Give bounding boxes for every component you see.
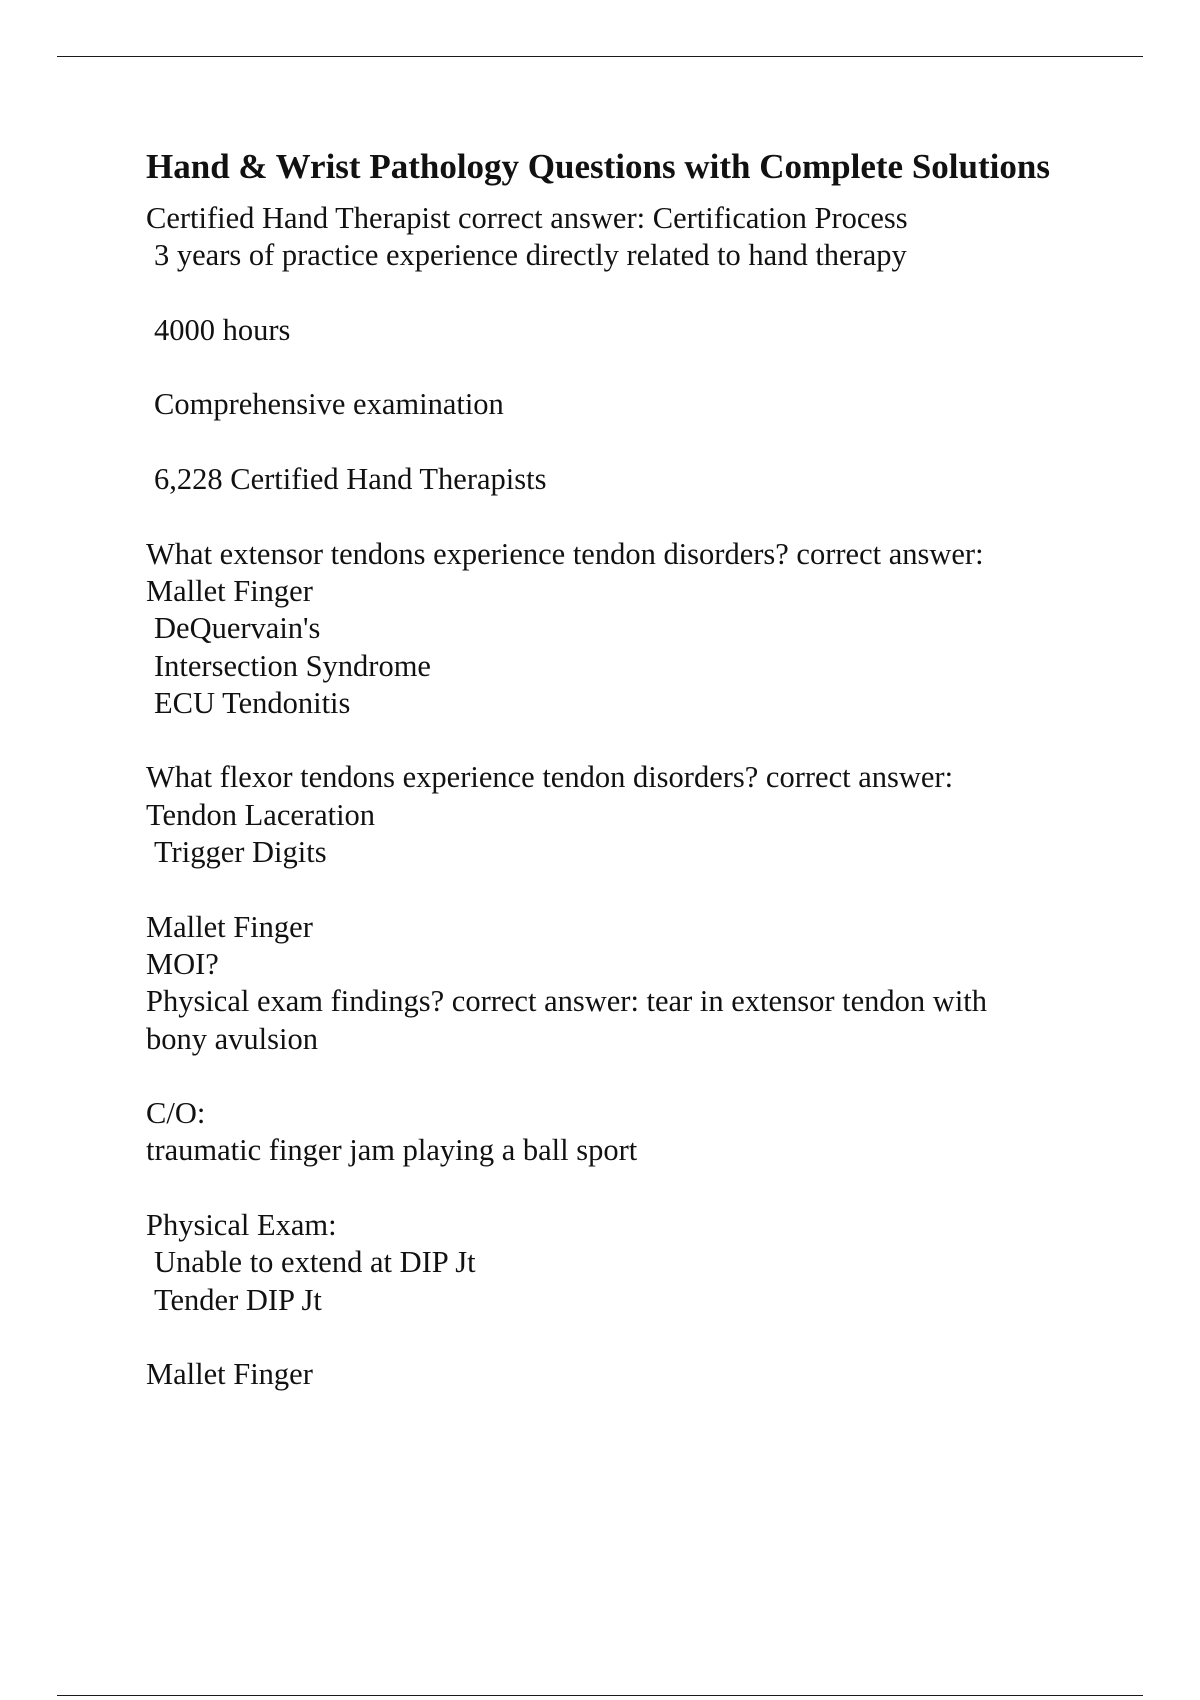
document-body <box>146 142 1106 1394</box>
text-line: 3 years of practice experience directly related to hand therapy <box>154 238 907 273</box>
footer-rule <box>57 1695 1143 1696</box>
blank-line <box>146 424 1106 461</box>
answer-line: Trigger Digits <box>154 835 327 870</box>
answer-line: DeQuervain's <box>154 611 321 646</box>
blank-line <box>146 722 1106 759</box>
text-line: Comprehensive examination <box>154 387 504 422</box>
question-line: Mallet Finger <box>146 909 313 944</box>
blank-line <box>146 1170 1106 1207</box>
text-line: 4000 hours <box>154 312 291 347</box>
text-line: 6,228 Certified Hand Therapists <box>154 462 547 497</box>
answer-line: Tendon Laceration <box>146 797 376 832</box>
blank-line <box>146 871 1106 908</box>
blank-line <box>146 349 1106 386</box>
answer-line: ECU Tendonitis <box>154 685 351 720</box>
question-line: What flexor tendons experience tendon disorders? correct answer: <box>146 760 954 795</box>
blank-line <box>146 275 1106 312</box>
question-line: What extensor tendons experience tendon disorders? correct answer: <box>146 536 984 571</box>
text-line: Unable to extend at DIP Jt <box>154 1245 476 1280</box>
text-line: Tender DIP Jt <box>154 1282 322 1317</box>
blank-line <box>146 498 1106 535</box>
answer-line: Mallet Finger <box>146 573 313 608</box>
text-line: traumatic finger jam playing a ball sport <box>146 1133 638 1168</box>
text-line: C/O: <box>146 1096 206 1131</box>
question-line: Physical exam findings? correct answer: tear in extensor tendon with <box>146 984 988 1019</box>
header-rule <box>57 56 1143 57</box>
text-line: Mallet Finger <box>146 1357 313 1392</box>
answer-line: bony avulsion <box>146 1021 318 1056</box>
document-title: Hand & Wrist Pathology Questions with Complete Solutions <box>146 147 1050 186</box>
text-line: Certified Hand Therapist correct answer: Certification Process <box>146 201 908 235</box>
question-line: MOI? <box>146 946 219 981</box>
blank-line <box>146 1319 1106 1356</box>
text-line: Physical Exam: <box>146 1208 337 1243</box>
blank-line <box>146 1058 1106 1095</box>
answer-line: Intersection Syndrome <box>154 648 431 683</box>
